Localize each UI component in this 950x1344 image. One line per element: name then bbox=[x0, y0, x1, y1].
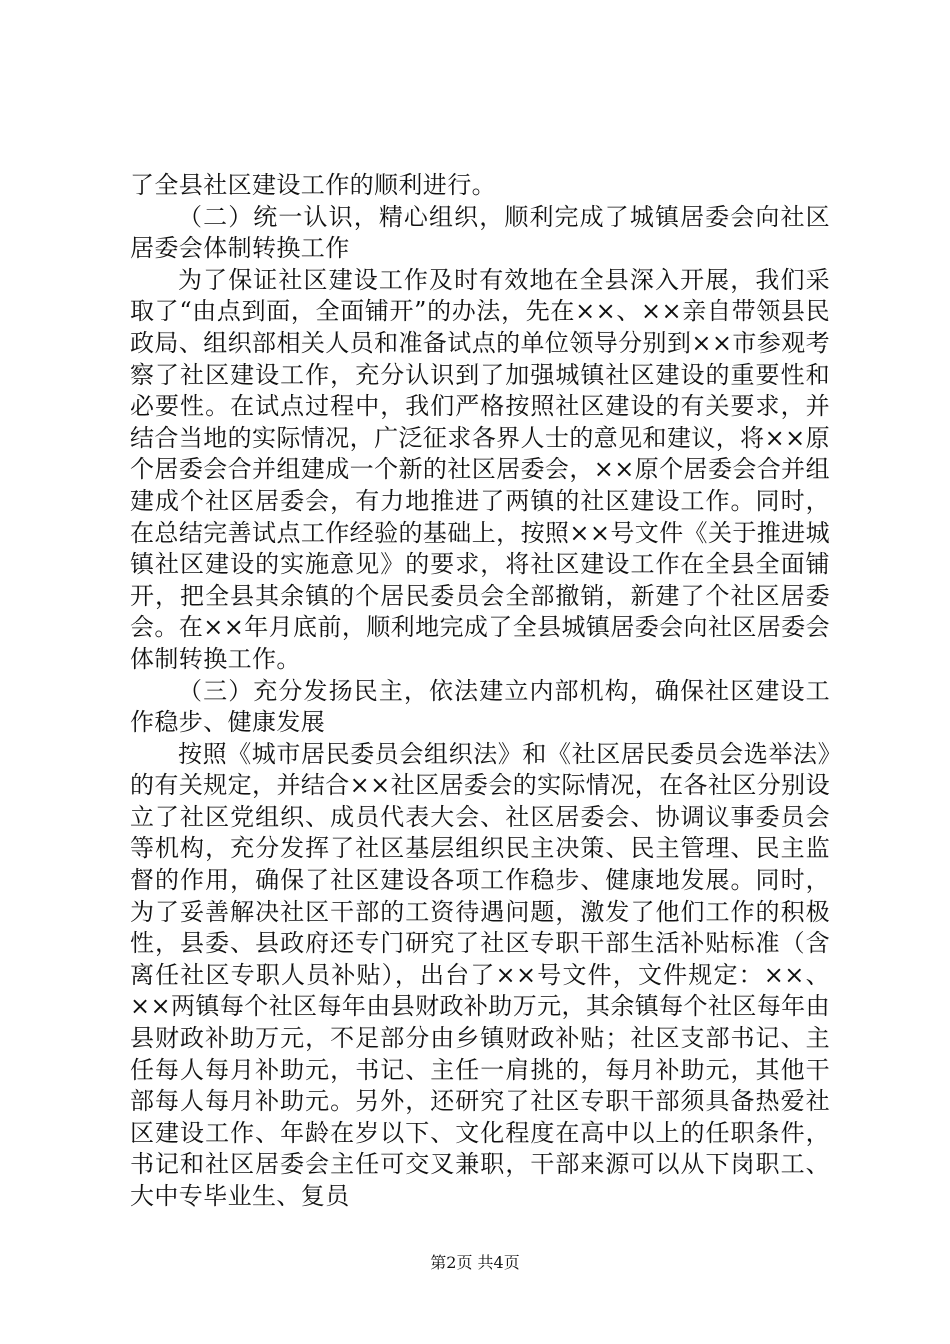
paragraph-body: 按照《城市居民委员会组织法》和《社区居民委员会选举法》的有关规定，并结合××社区居委会的实际情况，在各社区分别设立了社区党组织、成员代表大会、社区居委会、协调议事委员会等机构，充分发挥了社区基层组织民主决策、民主管理、民主监督的作用，确保了社区建设各项工作稳步、健康地发展。同时，为了妥善解决社区干部的工资待遇问题，激发了他们工作的积极性，县委、县政府还专门研究了社区专职干部生活补贴标准（含离任社区专职人员补贴），出台了××号文件，文件规定：××、××两镇每个社区每年由县财政补助万元，其余镇每个社区每年由县财政补助万元，不足部分由乡镇财政补贴；社区支部书记、主任每人每月补助元，书记、主任一肩挑的，每月补助元，其他干部每人每月补助元。另外，还研究了社区专职干部须具备热爱社区建设工作、年龄在岁以下、文化程度在高中以上的任职条件，书记和社区居委会主任可交叉兼职，干部来源可以从下岗职工、大中专毕业生、复员 bbox=[130, 739, 830, 1210]
section-heading-two: （二）统一认识，精心组织，顺利完成了城镇居委会向社区居委会体制转换工作 bbox=[130, 202, 830, 263]
page-footer: 第2页 共4页 bbox=[430, 1253, 520, 1272]
paragraph-continuation: 了全县社区建设工作的顺利进行。 bbox=[130, 171, 496, 199]
paragraph-body: 为了保证社区建设工作及时有效地在全县深入开展，我们采取了“由点到面，全面铺开”的办法，先在××、××亲自带领县民政局、组织部相关人员和准备试点的单位领导分别到××市参观考察了社区建设工作，充分认识到了加强城镇社区建设的重要性和必要性。在试点过程中，我们严格按照社区建设的有关要求，并结合当地的实际情况，广泛征求各界人士的意见和建议，将××原个居委会合并组建成一个新的社区居委会，××原个居委会合并组建成个社区居委会，有力地推进了两镇的社区建设工作。同时，在总结完善试点工作经验的基础上，按照××号文件《关于推进城镇社区建设的实施意见》的要求，将社区建设工作在全县全面铺开，把全县其余镇的个居民委员会全部撤销，新建了个社区居委会。在××年月底前，顺利地完成了全县城镇居委会向社区居委会体制转换工作。 bbox=[130, 265, 830, 673]
section-heading-three: （三）充分发扬民主，依法建立内部机构，确保社区建设工作稳步、健康发展 bbox=[130, 676, 830, 737]
document-body bbox=[130, 170, 830, 1213]
